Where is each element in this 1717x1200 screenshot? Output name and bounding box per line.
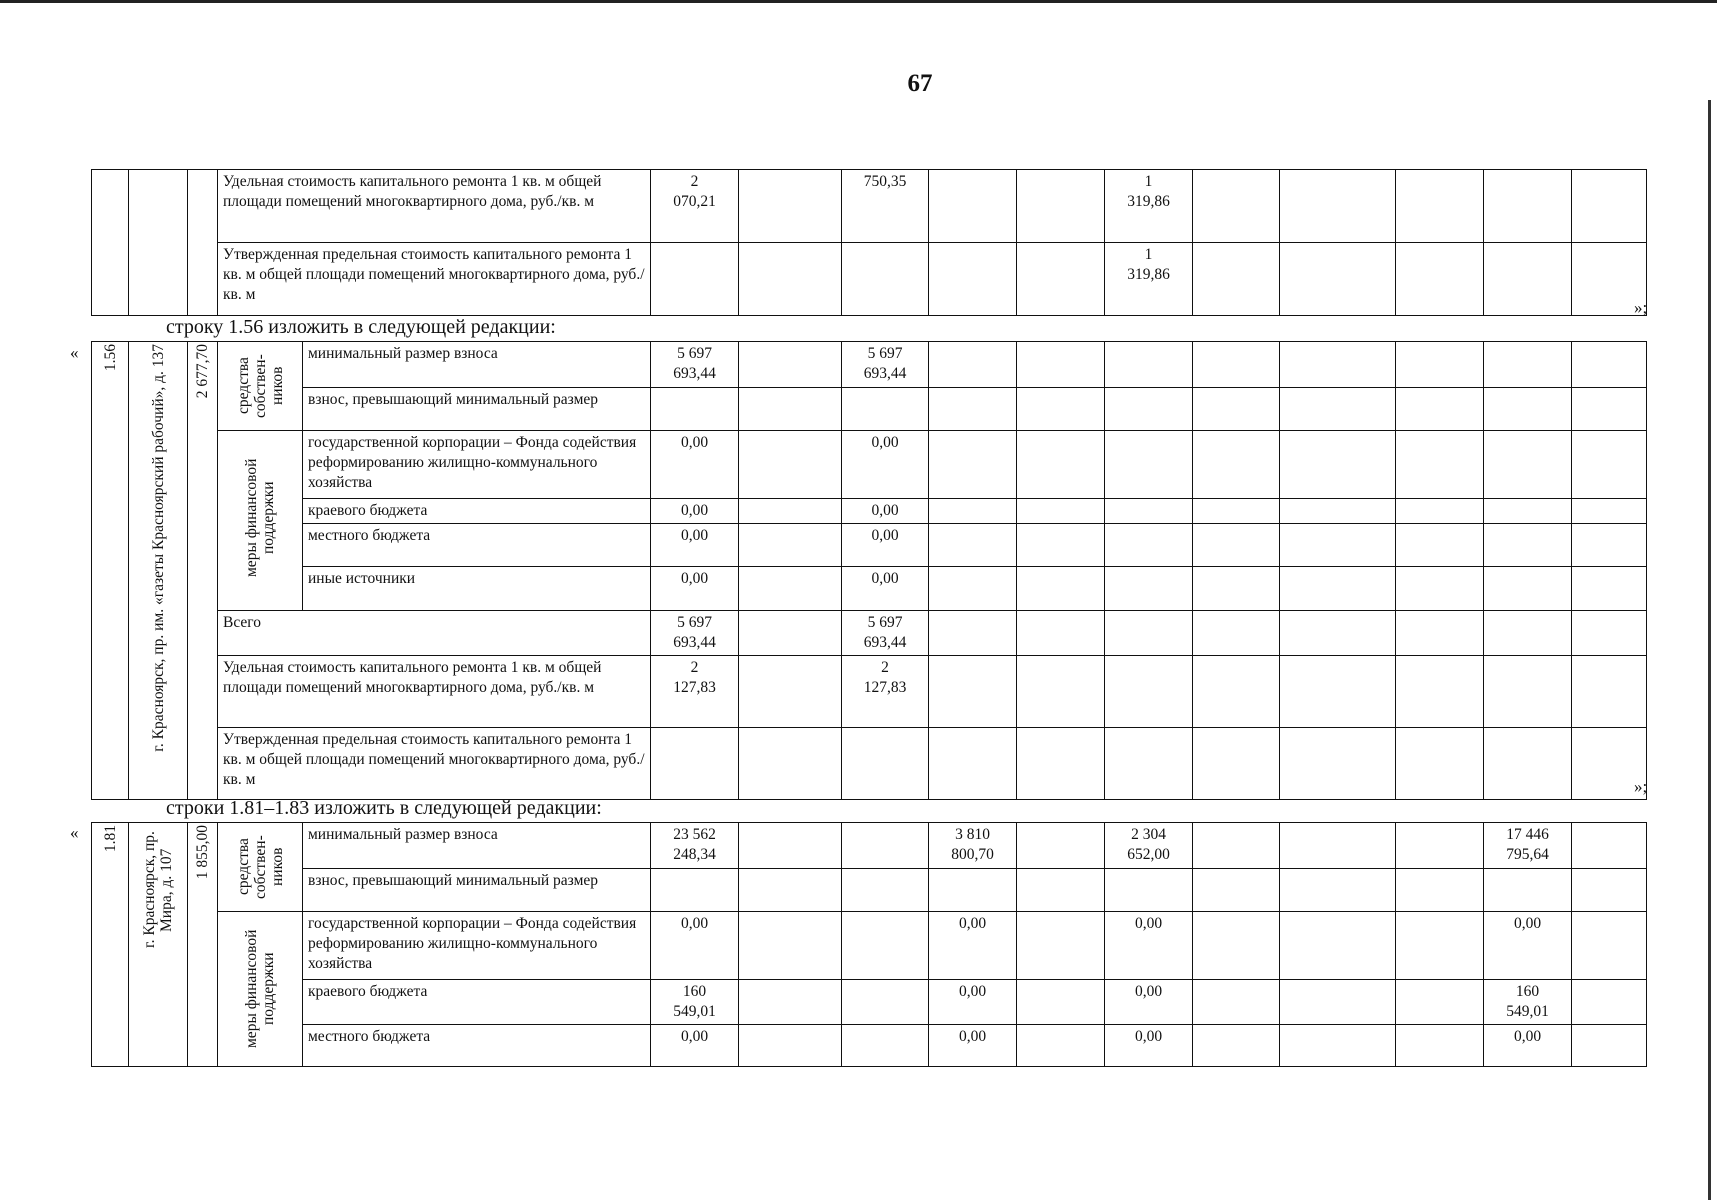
row-number: 1.81 <box>101 825 119 853</box>
cell-value: 0,00 <box>929 1025 1017 1067</box>
table-row <box>92 912 1647 980</box>
close-quote: »; <box>1634 777 1648 796</box>
cell-value: 0,00 <box>929 980 1017 1025</box>
table-row <box>92 1025 1647 1067</box>
cell-value: 0,00 <box>1105 980 1193 1025</box>
cell-value: 750,35 <box>842 170 929 243</box>
table-row <box>92 869 1647 912</box>
table-row-1-81 <box>91 822 1647 1067</box>
row-label: краевого бюджета <box>303 980 651 1025</box>
row-area: 2 677,70 <box>194 344 211 399</box>
cell-value: 0,00 <box>1484 1025 1572 1067</box>
table-row <box>92 567 1647 611</box>
row-label-utverzhd: Утвержденная предельная стоимость капитального ремонта 1 кв. м общей площади помещений многоквартирного дома, руб./кв. м <box>218 243 651 316</box>
cell-value: 0,00 <box>651 524 739 567</box>
cell-value: 0,00 <box>651 499 739 524</box>
row-number: 1.56 <box>101 344 119 372</box>
table-row <box>92 524 1647 567</box>
cell-value: 5 697 693,44 <box>842 342 929 388</box>
group-mery: меры финансовой поддержки <box>243 458 277 578</box>
cell-value: 2 127,83 <box>842 656 929 728</box>
cell-value: 0,00 <box>929 912 1017 980</box>
cell-value: 2 304 652,00 <box>1105 823 1193 869</box>
group-sredstva: средства собствен-ников <box>234 354 286 418</box>
table-row <box>92 388 1647 431</box>
cell-value: 23 562 248,34 <box>651 823 739 869</box>
table-row <box>92 170 1647 243</box>
instruction-1-81: строки 1.81–1.83 изложить в следующей редакции: <box>166 797 602 819</box>
row-label: краевого бюджета <box>303 499 651 524</box>
cell-value: 0,00 <box>651 912 739 980</box>
cell-value: 17 446 795,64 <box>1484 823 1572 869</box>
cell-value: 0,00 <box>651 1025 739 1067</box>
cell-value: 1 319,86 <box>1105 170 1193 243</box>
table-row <box>92 431 1647 499</box>
cell-value: 2 127,83 <box>651 656 739 728</box>
cell-value: 5 697 693,44 <box>842 611 929 656</box>
cell-value: 0,00 <box>651 431 739 499</box>
table-row <box>92 728 1647 800</box>
table-row <box>92 656 1647 728</box>
cell-value: 160 549,01 <box>1484 980 1572 1025</box>
top-border-line <box>0 0 1717 3</box>
cell-value: 5 697 693,44 <box>651 342 739 388</box>
row-label: местного бюджета <box>303 1025 651 1067</box>
row-label: взнос, превышающий минимальный размер <box>303 388 651 431</box>
row-label: государственной корпорации – Фонда содействия реформированию жилищно-коммунального хозяйства <box>303 431 651 499</box>
table-row <box>92 499 1647 524</box>
cell-value: 0,00 <box>1105 1025 1193 1067</box>
row-label: взнос, превышающий минимальный размер <box>303 869 651 912</box>
row-label: государственной корпорации – Фонда содействия реформированию жилищно-коммунального хозяйства <box>303 912 651 980</box>
instruction-1-56: строку 1.56 изложить в следующей редакции: <box>166 316 556 338</box>
row-label: минимальный размер взноса <box>303 342 651 388</box>
open-quote: « <box>70 823 79 842</box>
cell-value: 0,00 <box>842 524 929 567</box>
cell-value: 0,00 <box>842 431 929 499</box>
table-top-continuation <box>91 169 1647 316</box>
cell-value: 1 319,86 <box>1105 243 1193 316</box>
cell-value: 160 549,01 <box>651 980 739 1025</box>
table-row-1-56 <box>91 341 1647 800</box>
row-address: г. Красноярск, пр. Мира, д. 107 <box>141 831 175 949</box>
cell-value: 3 810 800,70 <box>929 823 1017 869</box>
row-area: 1 855,00 <box>194 825 211 880</box>
open-quote: « <box>70 343 79 362</box>
cell-value: 5 697 693,44 <box>651 611 739 656</box>
table-row <box>92 611 1647 656</box>
cell-value: 2 070,21 <box>651 170 739 243</box>
table-row <box>92 823 1647 869</box>
row-label-udelnaya: Удельная стоимость капитального ремонта 1 кв. м общей площади помещений многоквартирного дома, руб./кв. м <box>218 656 651 728</box>
table-row <box>92 342 1647 388</box>
right-border-line <box>1708 100 1711 1200</box>
row-label: местного бюджета <box>303 524 651 567</box>
row-address: г. Красноярск, пр. им. «газеты Красноярский рабочий», д. 137 <box>149 344 167 752</box>
row-label: иные источники <box>303 567 651 611</box>
group-sredstva: средства собствен-ников <box>234 835 286 899</box>
cell-value: 0,00 <box>1484 912 1572 980</box>
cell-value: 0,00 <box>842 499 929 524</box>
row-label-utverzhd: Утвержденная предельная стоимость капитального ремонта 1 кв. м общей площади помещений многоквартирного дома, руб./кв. м <box>218 728 651 800</box>
table-row <box>92 980 1647 1025</box>
row-label-vsego: Всего <box>218 611 651 656</box>
cell-value: 0,00 <box>1105 912 1193 980</box>
cell-value: 0,00 <box>842 567 929 611</box>
row-label-udelnaya: Удельная стоимость капитального ремонта 1 кв. м общей площади помещений многоквартирного дома, руб./кв. м <box>218 170 651 243</box>
cell-value: 0,00 <box>651 567 739 611</box>
table-row <box>92 243 1647 316</box>
row-label: минимальный размер взноса <box>303 823 651 869</box>
page-number: 67 <box>907 70 933 97</box>
group-mery: меры финансовой поддержки <box>243 929 277 1049</box>
close-quote: »; <box>1634 298 1648 317</box>
